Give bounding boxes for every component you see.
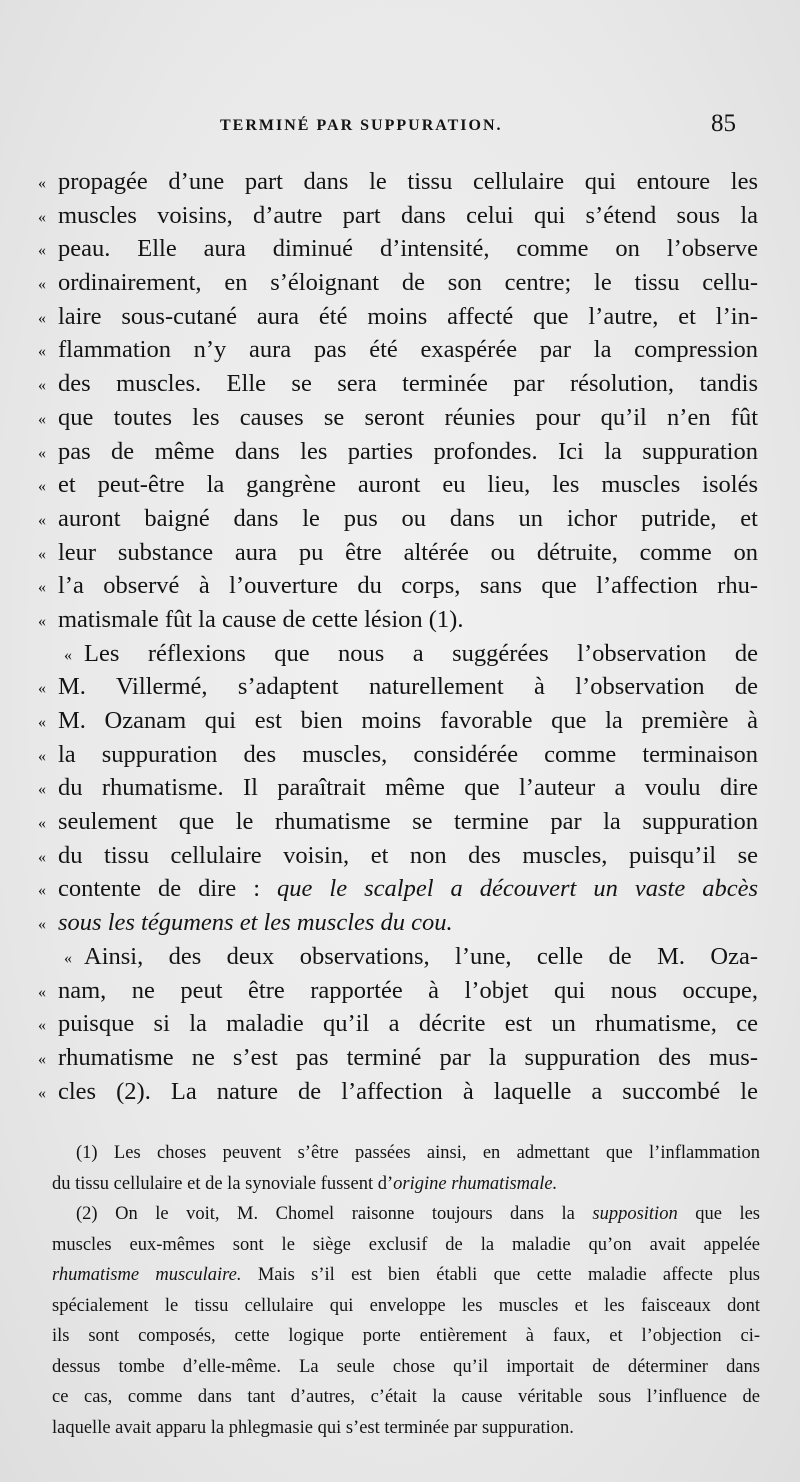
quote-mark: «	[38, 882, 46, 900]
footnote-line	[52, 1413, 760, 1444]
line-text: puisque si la maladie qu’il a décrite est un rhumatisme, ce	[58, 1010, 758, 1038]
italic-text: que le scalpel a découvert un vaste abcès	[277, 875, 758, 903]
body-line	[38, 300, 758, 334]
body-line	[38, 569, 758, 603]
footnote-line	[52, 1291, 760, 1322]
body-line	[38, 502, 758, 536]
line-text: que les	[677, 1204, 761, 1224]
quote-mark: «	[64, 646, 72, 664]
line-text: pas de même dans les parties profondes. Ici la suppuration	[58, 437, 758, 465]
body-line	[38, 603, 758, 637]
footnote-line	[52, 1230, 760, 1261]
quote-mark: «	[38, 1017, 46, 1035]
quote-mark: «	[38, 916, 46, 934]
line-text: (2) On le voit, M. Chomel raisonne toujours dans la	[76, 1204, 593, 1224]
quote-mark: «	[38, 444, 46, 462]
body-line	[38, 367, 758, 401]
quote-mark: «	[38, 410, 46, 428]
body-line	[38, 805, 758, 839]
line-text: dessus tombe d’elle-même. La seule chose qu’il importait de déterminer dans	[52, 1356, 760, 1377]
line-text: (1) Les choses peuvent s’être passées ainsi, en admettant que l’inflammation	[76, 1143, 760, 1163]
line-text: propagée d’une part dans le tissu cellulaire qui entoure les	[58, 168, 758, 195]
body-line	[38, 670, 758, 704]
body-text	[38, 165, 758, 1108]
body-line	[38, 839, 758, 873]
body-line	[38, 940, 758, 974]
footnote-line	[52, 1169, 760, 1200]
line-text: et peut-être la gangrène auront eu lieu, les muscles isolés	[58, 471, 758, 499]
footnote-line	[52, 1352, 760, 1383]
footnotes	[52, 1138, 760, 1443]
quote-mark: «	[38, 714, 46, 731]
quote-mark: «	[38, 478, 46, 496]
body-line	[38, 435, 758, 469]
line-text: seulement que le rhumatisme se termine par la suppuration	[58, 808, 758, 836]
italic-text: origine rhumatismale.	[393, 1173, 558, 1194]
quote-mark: «	[38, 511, 46, 529]
line-text: nam, ne peut être rapportée à l’objet qui nous occupe,	[58, 976, 758, 1004]
footnote-line	[52, 1382, 760, 1413]
quote-mark: «	[38, 781, 46, 799]
line-text: la suppuration des muscles, considérée comme terminaison	[58, 740, 758, 768]
body-line	[38, 906, 758, 940]
line-text: que toutes les causes se seront réunies pour qu’il n’en fût	[58, 403, 758, 431]
body-line	[38, 232, 758, 266]
line-text: Les réflexions que nous a suggérées l’observation de	[84, 639, 758, 667]
footnote-line	[52, 1138, 760, 1169]
body-line	[38, 468, 758, 502]
line-text: muscles eux-mêmes sont le siège exclusif de la maladie qu’on avait appelée	[52, 1234, 760, 1255]
line-text: rhumatisme ne s’est pas terminé par la suppuration des mus-	[58, 1043, 758, 1071]
line-text: Ainsi, des deux observations, l’une, celle de M. Oza-	[84, 942, 758, 970]
body-line	[38, 1007, 758, 1041]
body-line	[38, 401, 758, 435]
quote-mark: «	[38, 276, 46, 294]
line-text: peau. Elle aura diminué d’intensité, comme on l’observe	[58, 235, 758, 263]
line-text: l’a observé à l’ouverture du corps, sans que l’affection rhu-	[58, 572, 758, 600]
quote-mark: «	[38, 309, 46, 327]
line-text: laire sous-cutané aura été moins affecté que l’autre, et l’in-	[58, 302, 758, 330]
quote-mark: «	[38, 208, 46, 226]
italic-text: sous les tégumens et les muscles du cou.	[58, 909, 453, 937]
body-line	[38, 872, 758, 906]
quote-mark: «	[38, 983, 46, 1001]
footnote-line	[52, 1199, 760, 1230]
quote-mark: «	[38, 680, 46, 698]
line-text: flammation n’y aura pas été exaspérée par la compression	[58, 336, 758, 364]
body-line	[38, 536, 758, 570]
line-text: matismale fût la cause de cette lésion (1).	[58, 605, 464, 633]
quote-mark: «	[38, 612, 46, 630]
quote-mark: «	[38, 242, 46, 260]
quote-mark: «	[38, 175, 46, 192]
italic-text: supposition	[592, 1204, 678, 1224]
line-text: M. Villermé, s’adaptent naturellement à l’observation de	[58, 673, 758, 701]
line-text: ordinairement, en s’éloignant de son centre; le tissu cellu-	[58, 269, 758, 297]
body-line	[38, 974, 758, 1008]
line-text: cles (2). La nature de l’affection à laquelle a succombé le	[58, 1077, 758, 1105]
quote-mark: «	[38, 1050, 46, 1068]
quote-mark: «	[38, 747, 46, 765]
line-text: laquelle avait apparu la phlegmasie qui s’est terminée par suppuration.	[52, 1417, 574, 1438]
quote-mark: «	[38, 848, 46, 866]
body-line	[38, 771, 758, 805]
quote-mark: «	[38, 1084, 46, 1102]
quote-mark: «	[38, 815, 46, 833]
line-text: leur substance aura pu être altérée ou détruite, comme on	[58, 538, 758, 566]
line-text: auront baigné dans le pus ou dans un ichor putride, et	[58, 504, 758, 532]
line-text: Mais s’il est bien établi que cette maladie affecte plus	[241, 1265, 760, 1285]
body-line	[38, 738, 758, 772]
quote-mark: «	[38, 579, 46, 597]
line-text: contente de dire :	[58, 875, 278, 903]
body-line	[38, 165, 758, 199]
line-text: du tissu cellulaire et de la synoviale fussent d’	[52, 1173, 394, 1194]
body-line	[38, 704, 758, 738]
line-text: ce cas, comme dans tant d’autres, c’était la cause véritable sous l’influence de	[52, 1387, 760, 1407]
line-text: ils sont composés, cette logique porte entièrement à faux, et l’objection ci-	[52, 1326, 760, 1346]
line-text: des muscles. Elle se sera terminée par résolution, tandis	[58, 370, 758, 398]
quote-mark: «	[38, 343, 46, 361]
body-line	[38, 199, 758, 233]
body-line	[38, 333, 758, 367]
body-line	[38, 266, 758, 300]
line-text: du rhumatisme. Il paraîtrait même que l’auteur a voulu dire	[58, 774, 758, 802]
page-number: 85	[711, 110, 736, 137]
body-line	[38, 637, 758, 671]
body-line	[38, 1041, 758, 1075]
quote-mark: «	[64, 949, 72, 967]
line-text: du tissu cellulaire voisin, et non des muscles, puisqu’il se	[58, 841, 758, 869]
line-text: spécialement le tissu cellulaire qui enveloppe les muscles et les faisceaux dont	[52, 1295, 760, 1316]
footnote-line	[52, 1260, 760, 1291]
italic-text: rhumatisme musculaire.	[52, 1265, 242, 1285]
body-line	[38, 1075, 758, 1109]
running-head: TERMINÉ PAR SUPPURATION.	[220, 117, 503, 134]
quote-mark: «	[38, 545, 46, 563]
line-text: muscles voisins, d’autre part dans celui qui s’étend sous la	[58, 201, 758, 229]
line-text: M. Ozanam qui est bien moins favorable que la première à	[58, 707, 758, 734]
footnote-line	[52, 1321, 760, 1352]
quote-mark: «	[38, 377, 46, 395]
